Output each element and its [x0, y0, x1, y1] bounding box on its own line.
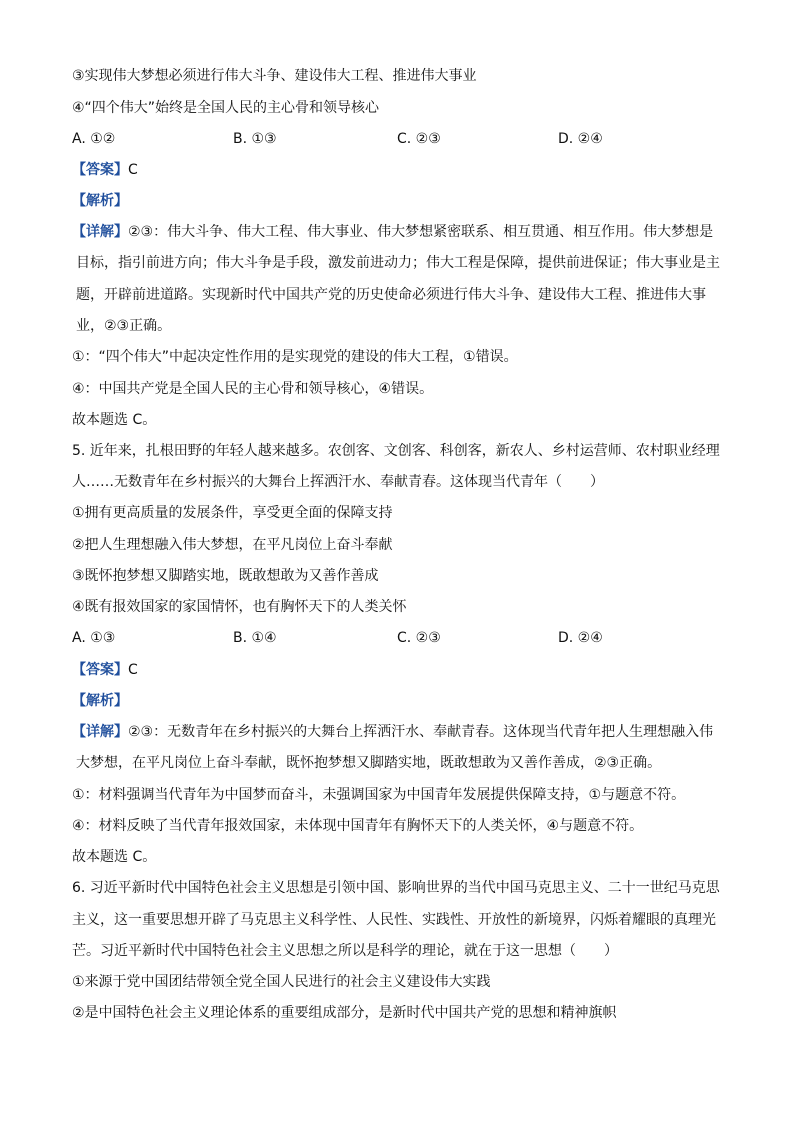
q4-detail-line-1 — [72, 222, 713, 242]
q6-stem-line-2: 主义，这一重要思想开辟了马克思主义科学性、人民性、实践性、开放性的新境界，闪烁着耀眼的真理光 — [72, 912, 716, 928]
q5-conclusion: 故本题选 C。 — [72, 849, 157, 865]
q4-analysis-label — [72, 191, 128, 211]
q5-option-b: B. ①④ — [233, 630, 277, 646]
answer-value: C — [128, 662, 138, 678]
q6-stem-line-3: 芒。习近平新时代中国特色社会主义思想之所以是科学的理论，就在于这一思想（ ） — [72, 943, 618, 959]
q5-note-1: ①：材料强调当代青年为中国梦而奋斗，未强调国家为中国青年发展提供保障支持，①与题意不符。 — [72, 787, 686, 803]
detail-text: ②③：伟大斗争、伟大工程、伟大事业、伟大梦想紧密联系、相互贯通、相互作用。伟大梦想是 — [128, 224, 714, 240]
answer-label: 【答案】 — [72, 662, 128, 678]
q5-analysis-label — [72, 691, 128, 711]
q5-statement-1: ①拥有更高质量的发展条件，享受更全面的保障支持 — [72, 505, 393, 521]
q5-stem-line-2: 人……无数青年在乡村振兴的大舞台上挥洒汗水、奉献青春。这体现当代青年（ ） — [72, 474, 604, 490]
q5-option-a: A. ①③ — [72, 630, 116, 646]
detail-label: 【详解】 — [72, 224, 128, 240]
q5-stem-line-1: 5. 近年来，扎根田野的年轻人越来越多。农创客、文创客、科创客，新农人、乡村运营师、农村职业经理 — [72, 443, 720, 459]
q5-note-4: ④：材料反映了当代青年报效国家，未体现中国青年有胸怀天下的人类关怀，④与题意不符。 — [72, 818, 644, 834]
q4-option-b: B. ①③ — [233, 131, 277, 147]
q5-statement-2: ②把人生理想融入伟大梦想，在平凡岗位上奋斗奉献 — [72, 537, 393, 553]
q4-option-a: A. ①② — [72, 131, 116, 147]
q6-statement-1: ①来源于党中国团结带领全党全国人民进行的社会主义建设伟大实践 — [72, 974, 491, 990]
q4-conclusion: 故本题选 C。 — [72, 412, 157, 428]
q5-option-c: C. ②③ — [397, 630, 441, 646]
detail-text: ②③：无数青年在乡村振兴的大舞台上挥洒汗水、奉献青春。这体现当代青年把人生理想融入伟 — [128, 724, 714, 740]
q4-detail-line-3: 题，开辟前进道路。实现新时代中国共产党的历史使命必须进行伟大斗争、建设伟大工程、推进伟大事 — [76, 287, 706, 303]
q6-stem-line-1: 6. 习近平新时代中国特色社会主义思想是引领中国、影响世界的当代中国马克思主义、二十一世纪马克思 — [72, 880, 720, 896]
q5-statement-3: ③既怀抱梦想又脚踏实地，既敢想敢为又善作善成 — [72, 568, 379, 584]
q4-note-1: ①：“四个伟大”中起决定性作用的是实现党的建设的伟大工程，①错误。 — [72, 349, 518, 365]
q4-option-d: D. ②④ — [558, 131, 603, 147]
q5-detail-line-2: 大梦想，在平凡岗位上奋斗奉献，既怀抱梦想又脚踏实地，既敢想敢为又善作善成，②③正确。 — [76, 755, 662, 771]
detail-label: 【详解】 — [72, 724, 128, 740]
q4-statement-3: ③实现伟大梦想必须进行伟大斗争、建设伟大工程、推进伟大事业 — [72, 68, 477, 84]
q4-option-c: C. ②③ — [397, 131, 441, 147]
q4-answer — [72, 160, 138, 180]
answer-label: 【答案】 — [72, 162, 128, 178]
q4-note-4: ④：中国共产党是全国人民的主心骨和领导核心，④错误。 — [72, 381, 434, 397]
q5-statement-4: ④既有报效国家的家国情怀，也有胸怀天下的人类关怀 — [72, 599, 407, 615]
answer-value: C — [128, 162, 138, 178]
q4-detail-line-2: 目标，指引前进方向；伟大斗争是手段，激发前进动力；伟大工程是保障，提供前进保证；伟大事业是主 — [76, 255, 720, 271]
q5-answer — [72, 660, 138, 680]
analysis-label: 【解析】 — [72, 693, 128, 709]
q4-detail-line-4: 业，②③正确。 — [76, 318, 172, 334]
q6-statement-2: ②是中国特色社会主义理论体系的重要组成部分，是新时代中国共产党的思想和精神旗帜 — [72, 1005, 617, 1021]
q5-option-d: D. ②④ — [558, 630, 603, 646]
q4-statement-4: ④“四个伟大”始终是全国人民的主心骨和领导核心 — [72, 100, 380, 116]
q5-detail-line-1 — [72, 722, 713, 742]
analysis-label: 【解析】 — [72, 193, 128, 209]
